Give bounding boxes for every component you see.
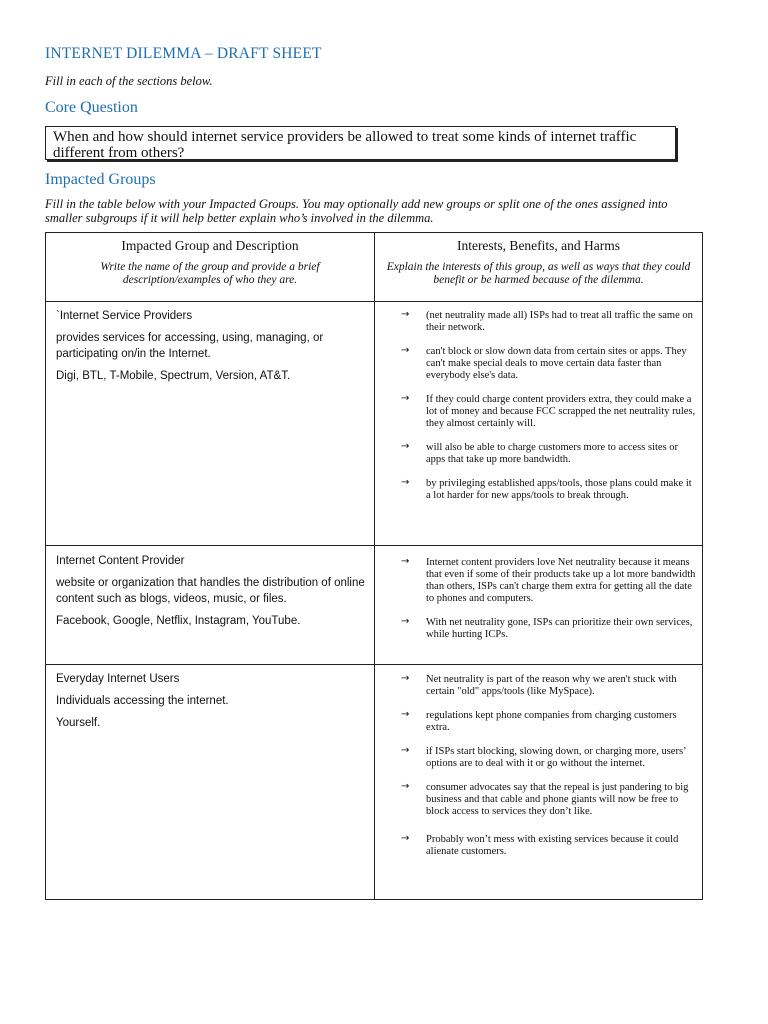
core-question-heading: Core Question: [45, 99, 138, 116]
page-instructions: Fill in each of the sections below.: [45, 74, 213, 88]
header-cell-interests: [375, 233, 702, 301]
group-cell-isp: [56, 310, 368, 384]
list-item: → will also be able to charge customers more to access sites or apps that take up more bandwidth.: [401, 441, 679, 465]
column-title: Impacted Group and Description: [121, 238, 299, 253]
interests-cell-isp: [401, 310, 696, 502]
right-arrow-icon: →: [401, 709, 410, 720]
impacted-groups-table: [45, 232, 703, 900]
list-item: → Probably won’t mess with existing services because it could alienate customers.: [401, 833, 679, 857]
right-arrow-icon: →: [401, 781, 410, 792]
list-item: → can't block or slow down data from certain sites or apps. They can't make special deals to move certain data faster than everybody else's data.: [401, 345, 687, 381]
list-item: → Net neutrality is part of the reason why we aren't stuck with certain "old" apps/tools (like MySpace).: [401, 673, 677, 697]
interests-cell-users: [401, 674, 696, 858]
right-arrow-icon: →: [401, 309, 410, 320]
list-item: → by privileging established apps/tools, those plans could make it a lot harder for new apps/tools to break through.: [401, 477, 692, 501]
right-arrow-icon: →: [401, 345, 410, 356]
group-description: website or organization that handles the distribution of online content such as blogs, videos, music, or files.: [56, 577, 365, 605]
list-item: → With net neutrality gone, ISPs can prioritize their own services, while hurting ICPs.: [401, 616, 693, 640]
group-name: Everyday Internet Users: [56, 673, 180, 685]
list-item: → regulations kept phone companies from charging customers extra.: [401, 709, 677, 733]
group-examples: Digi, BTL, T-Mobile, Spectrum, Version, AT&T.: [56, 370, 291, 382]
list-item: → (net neutrality made all) ISPs had to treat all traffic the same on their network.: [401, 309, 693, 333]
right-arrow-icon: →: [401, 556, 410, 567]
group-examples: Yourself.: [56, 717, 101, 729]
right-arrow-icon: →: [401, 441, 410, 452]
group-name: Internet Content Provider: [56, 555, 185, 567]
page-title: INTERNET DILEMMA – DRAFT SHEET: [45, 45, 322, 62]
right-arrow-icon: →: [401, 477, 410, 488]
group-cell-icp: [56, 555, 368, 629]
list-item: → consumer advocates say that the repeal is just pandering to big business and that cable and phone giants will now be free to block access to services they don’t like.: [401, 781, 689, 817]
impacted-groups-heading: Impacted Groups: [45, 171, 156, 188]
core-question-box: [45, 126, 676, 160]
header-cell-group: [46, 233, 374, 301]
column-subtitle: Explain the interests of this group, as well as ways that they could benefit or be harmed because of the dilemma.: [386, 261, 691, 286]
right-arrow-icon: →: [401, 745, 410, 756]
core-question-text: When and how should internet service providers be allowed to treat some kinds of internet traffic different from others?: [53, 129, 637, 161]
list-item: → Internet content providers love Net neutrality because it means that even if some of their products take up a lot more bandwidth than others, ISPs can't charge them extra for getting all the date to phones and computers.: [401, 556, 696, 604]
right-arrow-icon: →: [401, 393, 410, 404]
right-arrow-icon: →: [401, 833, 410, 844]
impacted-groups-instructions: Fill in the table below with your Impacted Groups. You may optionally add new groups or split one of the ones assigned into smaller subgroups if it will help better explain who’s involved in the dilemma.: [45, 197, 668, 225]
right-arrow-icon: →: [401, 616, 410, 627]
column-subtitle: Write the name of the group and provide a brief description/examples of who they are.: [100, 261, 320, 286]
group-examples: Facebook, Google, Netflix, Instagram, YouTube.: [56, 615, 301, 627]
list-item: → if ISPs start blocking, slowing down, or charging more, users’ options are to deal with it or go without the internet.: [401, 745, 686, 769]
group-description: Individuals accessing the internet.: [56, 695, 229, 707]
group-description: provides services for accessing, using, managing, or participating on/in the Internet.: [56, 332, 324, 360]
group-name: `Internet Service Providers: [56, 310, 193, 322]
column-divider: [374, 233, 375, 899]
row-divider: [46, 301, 702, 302]
group-cell-users: [56, 673, 368, 731]
row-divider: [46, 664, 702, 665]
row-divider: [46, 545, 702, 546]
interests-cell-icp: [401, 557, 696, 641]
right-arrow-icon: →: [401, 673, 410, 684]
column-title: Interests, Benefits, and Harms: [456, 238, 621, 253]
list-item: → If they could charge content providers extra, they could make a lot of money and because FCC scrapped the net neutrality rules, they almost certainly will.: [401, 393, 696, 429]
